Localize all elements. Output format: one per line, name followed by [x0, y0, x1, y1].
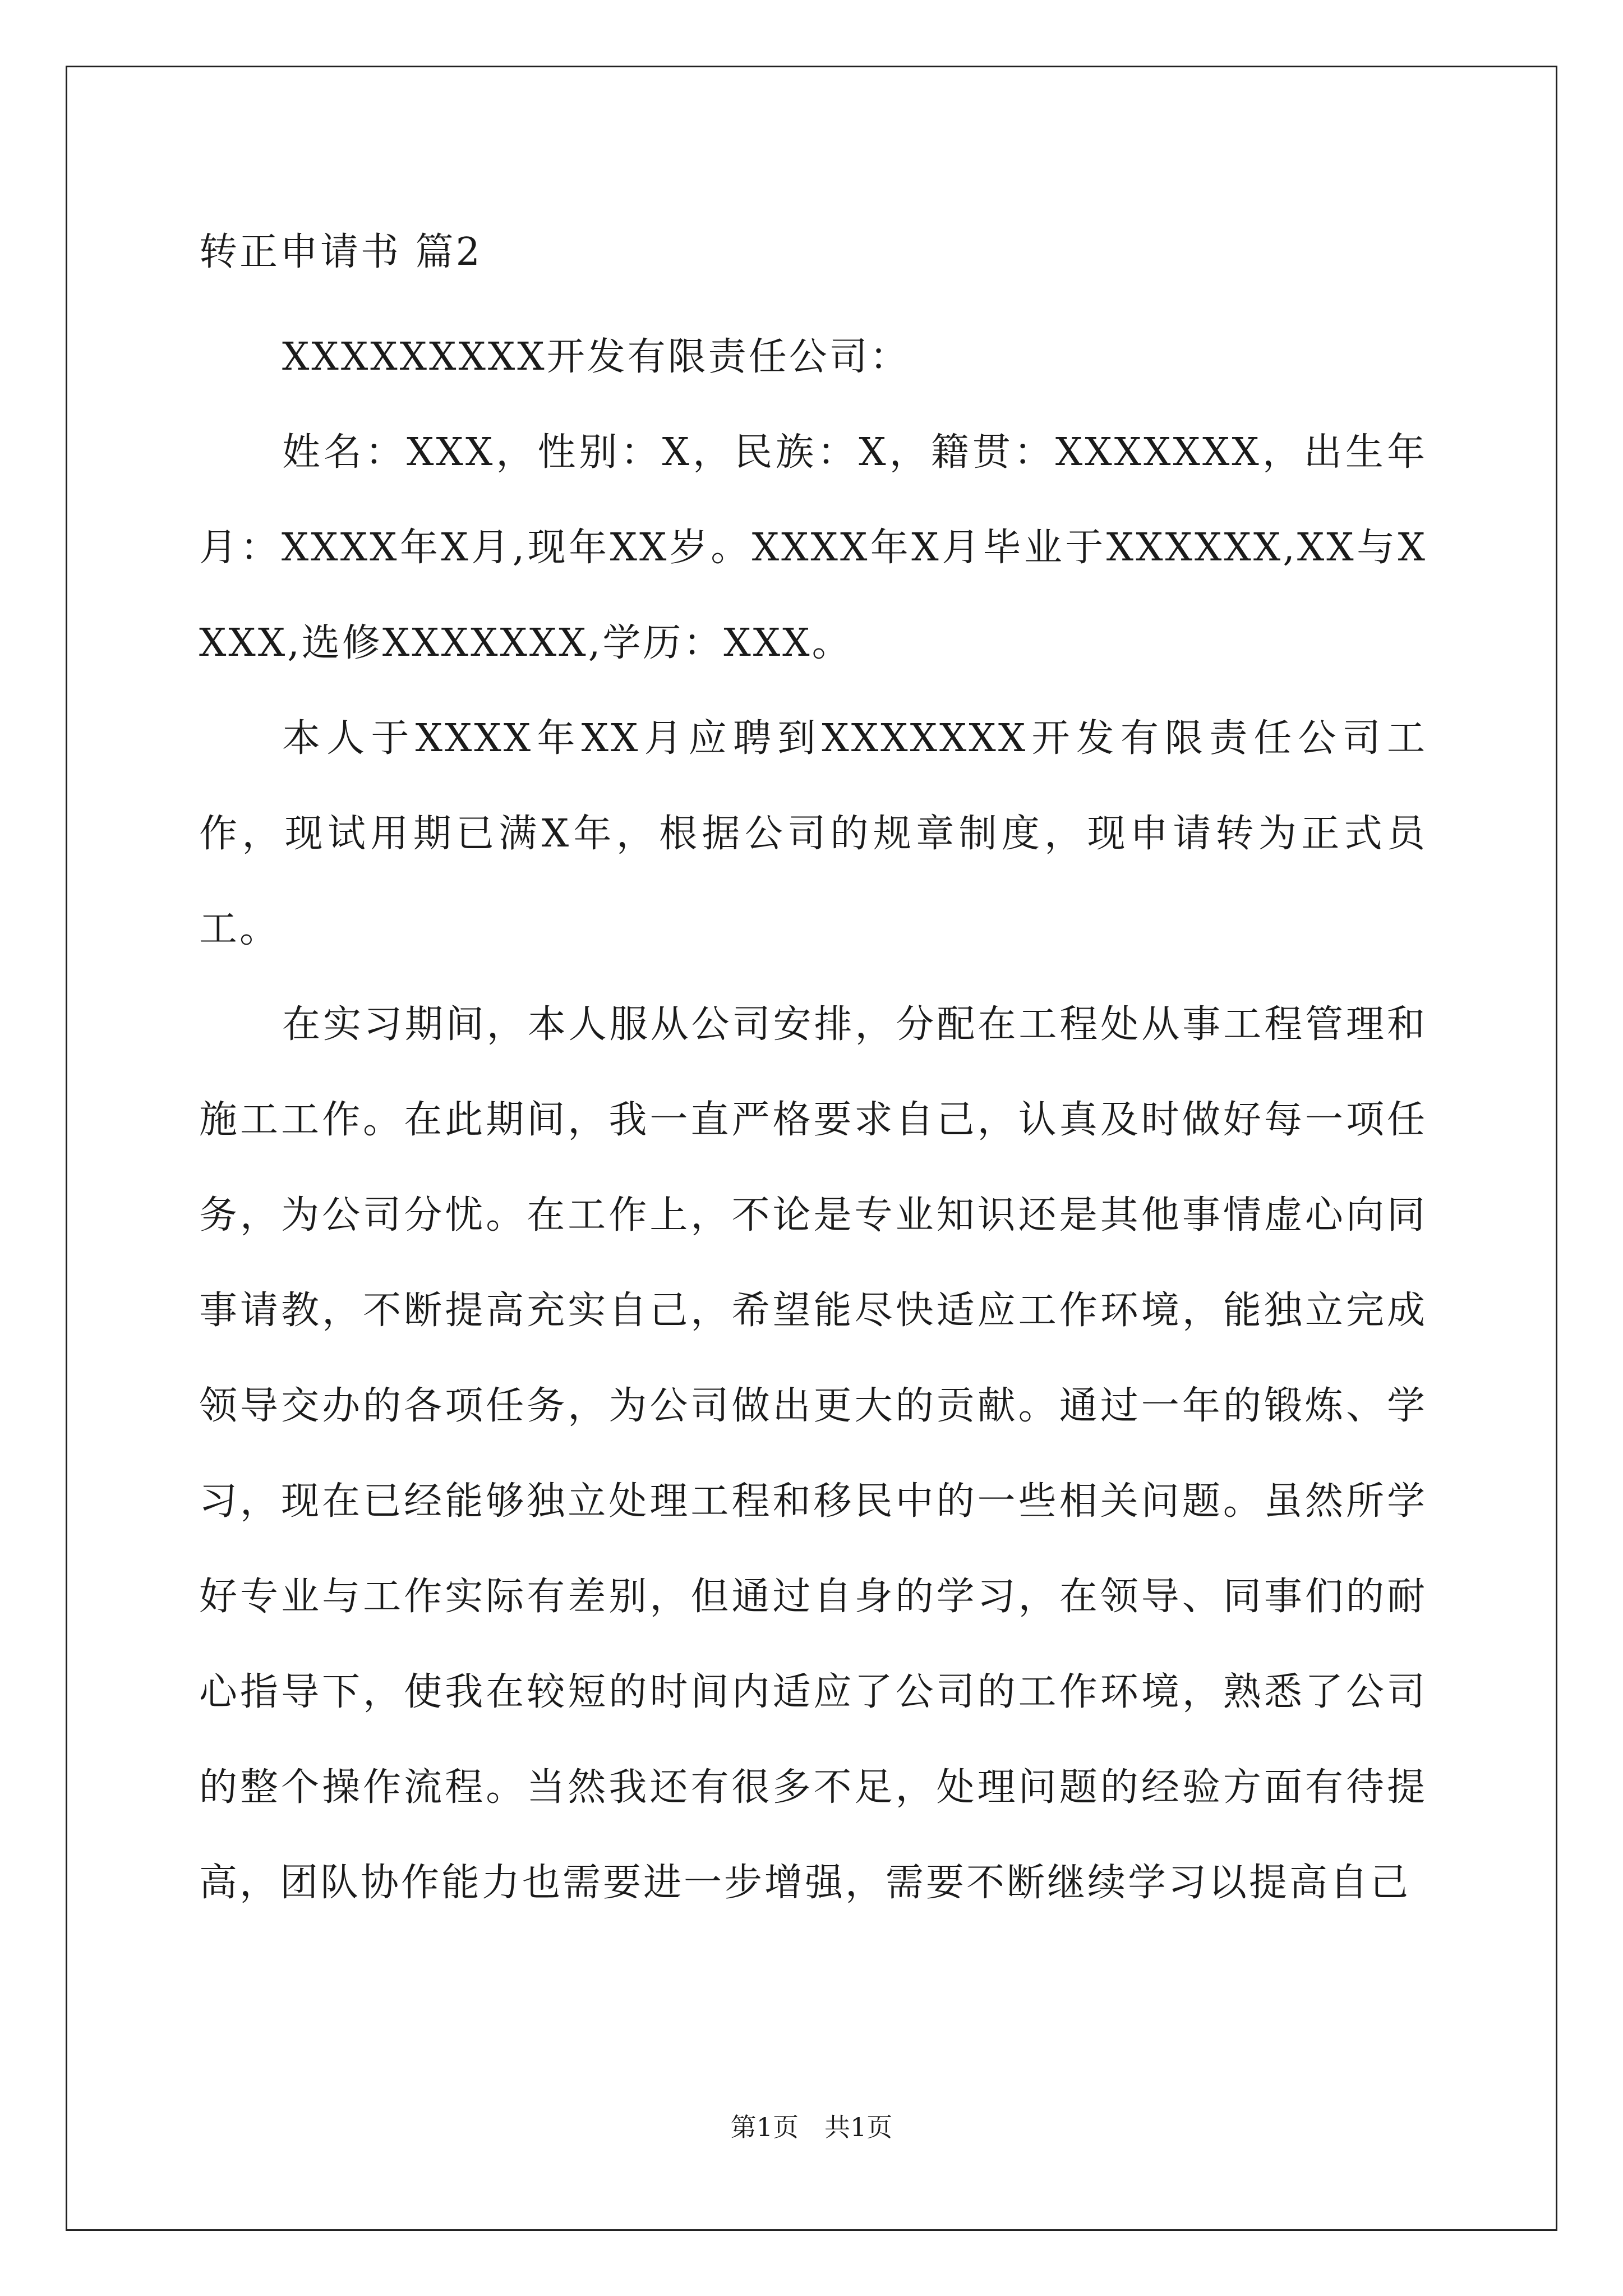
paragraph-work-summary: 在实习期间，本人服从公司安排，分配在工程处从事工程管理和施工工作。在此期间，我一直严格要求自己，认真及时做好每一项任务，为公司分忧。在工作上，不论是专业知识还是其他事情虚心向同事请教，不断提高充实自己，希望能尽快适应工作环境，能独立完成领导交办的各项任务，为公司做出更大的贡献。通过一年的锻炼、学习，现在已经能够独立处理工程和移民中的一些相关问题。虽然所学好专业与工作实际有差别，但通过自身的学习，在领导、同事们的耐心指导下，使我在较短的时间内适应了公司的工作环境，熟悉了公司的整个操作流程。当然我还有很多不足，处理问题的经验方面有待提高，团队协作能力也需要进一步增强，需要不断继续学习以提高自己 [199, 1002, 1427, 1905]
paragraph-personal-info: 姓名：XXX，性别：X，民族：X，籍贯：XXXXXXX，出生年月：XXXX年X月,现年XX岁。XXXX年X月毕业于XXXXXX,XX与XXXX,选修XXXXXXX,学历：XXX。 [199, 430, 1427, 665]
page-number: 第1页 共1页 [730, 2112, 893, 2142]
paragraph-application: 本人于XXXX年XX月应聘到XXXXXXX开发有限责任公司工作，现试用期已满X年，根据公司的规章制度，现申请转为正式员工。 [199, 716, 1427, 951]
salutation: XXXXXXXXX开发有限责任公司： [282, 335, 910, 379]
document-title: 转正申请书 篇2 [199, 230, 482, 274]
document-body [199, 213, 1427, 1931]
